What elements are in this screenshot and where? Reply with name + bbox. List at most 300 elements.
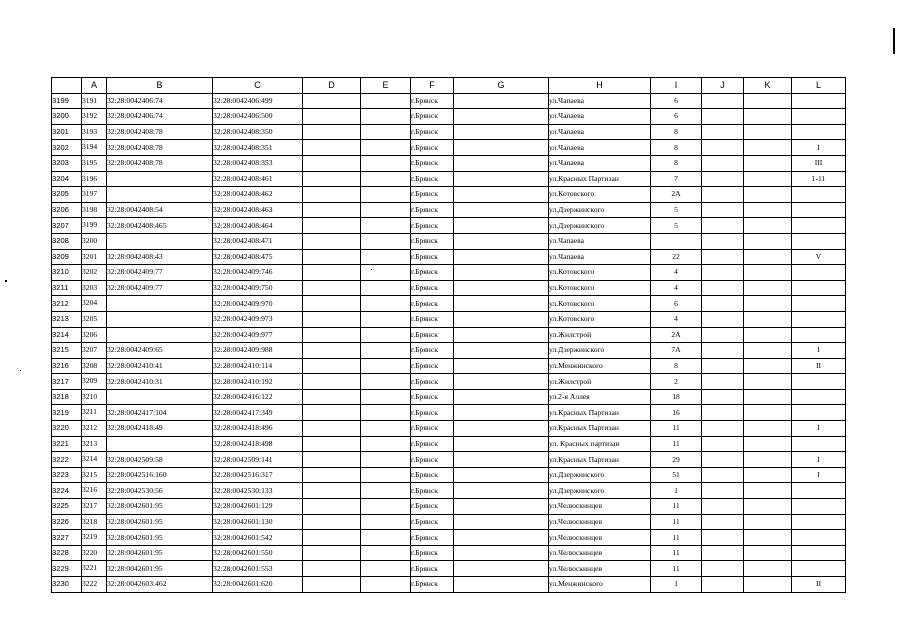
cell-h[interactable]: ул.Челюскинцев xyxy=(549,545,651,561)
cell-a[interactable]: 3213 xyxy=(82,436,107,452)
cell-b[interactable]: 32:28:0042418:49 xyxy=(107,421,213,437)
cell-j[interactable] xyxy=(702,93,744,109)
cell-e[interactable] xyxy=(361,436,411,452)
cell-d[interactable] xyxy=(303,405,361,421)
cell-g[interactable] xyxy=(454,374,549,390)
cell-h[interactable]: ул.Котовского xyxy=(549,187,651,203)
cell-c[interactable]: 32:28:0042601:542 xyxy=(213,530,303,546)
cell-d[interactable] xyxy=(303,327,361,343)
cell-b[interactable]: 32:28:0042601:95 xyxy=(107,499,213,515)
cell-f[interactable]: г.Брянск xyxy=(411,171,454,187)
cell-j[interactable] xyxy=(702,218,744,234)
cell-a[interactable]: 3206 xyxy=(82,327,107,343)
cell-b[interactable]: 32:28:0042408:465 xyxy=(107,218,213,234)
cell-j[interactable] xyxy=(702,452,744,468)
cell-k[interactable] xyxy=(744,436,792,452)
cell-g[interactable] xyxy=(454,140,549,156)
row-number[interactable]: 3223 xyxy=(52,467,82,483)
cell-k[interactable] xyxy=(744,561,792,577)
cell-k[interactable] xyxy=(744,514,792,530)
cell-i[interactable] xyxy=(651,233,702,249)
cell-e[interactable] xyxy=(361,343,411,359)
row-number[interactable]: 3207 xyxy=(52,218,82,234)
cell-j[interactable] xyxy=(702,311,744,327)
cell-g[interactable] xyxy=(454,545,549,561)
cell-l[interactable] xyxy=(792,187,846,203)
cell-h[interactable]: ул.Чапаева xyxy=(549,233,651,249)
cell-b[interactable] xyxy=(107,327,213,343)
cell-h[interactable]: ул.Челюскинцев xyxy=(549,514,651,530)
cell-d[interactable] xyxy=(303,124,361,140)
cell-f[interactable]: г.Брянск xyxy=(411,530,454,546)
cell-f[interactable]: г.Брянск xyxy=(411,577,454,593)
cell-f[interactable]: г.Брянск xyxy=(411,140,454,156)
cell-k[interactable] xyxy=(744,155,792,171)
cell-k[interactable] xyxy=(744,171,792,187)
cell-a[interactable]: 3193 xyxy=(82,124,107,140)
cell-e[interactable] xyxy=(361,561,411,577)
cell-f[interactable]: г.Брянск xyxy=(411,405,454,421)
cell-h[interactable]: ул.Котовского xyxy=(549,296,651,312)
cell-j[interactable] xyxy=(702,545,744,561)
cell-f[interactable]: г.Брянск xyxy=(411,421,454,437)
cell-g[interactable] xyxy=(454,561,549,577)
cell-h[interactable]: ул.Челюскинцев xyxy=(549,499,651,515)
cell-l[interactable]: II xyxy=(792,358,846,374)
cell-k[interactable] xyxy=(744,202,792,218)
cell-b[interactable]: 32:28:0042601:95 xyxy=(107,530,213,546)
cell-e[interactable] xyxy=(361,109,411,125)
row-number[interactable]: 3224 xyxy=(52,483,82,499)
cell-e[interactable] xyxy=(361,187,411,203)
cell-f[interactable]: г.Брянск xyxy=(411,561,454,577)
cell-d[interactable] xyxy=(303,202,361,218)
cell-b[interactable]: 32:28:0042408:54 xyxy=(107,202,213,218)
cell-d[interactable] xyxy=(303,280,361,296)
row-number[interactable]: 3228 xyxy=(52,545,82,561)
cell-b[interactable]: 32:28:0042516:160 xyxy=(107,467,213,483)
cell-g[interactable] xyxy=(454,280,549,296)
cell-l[interactable] xyxy=(792,545,846,561)
cell-j[interactable] xyxy=(702,499,744,515)
cell-b[interactable] xyxy=(107,296,213,312)
row-number[interactable]: 3214 xyxy=(52,327,82,343)
cell-d[interactable] xyxy=(303,483,361,499)
cell-j[interactable] xyxy=(702,280,744,296)
cell-a[interactable]: 3221 xyxy=(82,561,107,577)
cell-e[interactable] xyxy=(361,405,411,421)
cell-c[interactable]: 32:28:0042509:141 xyxy=(213,452,303,468)
cell-j[interactable] xyxy=(702,389,744,405)
cell-c[interactable]: 32:28:0042409:973 xyxy=(213,311,303,327)
cell-i[interactable]: 2А xyxy=(651,187,702,203)
cell-l[interactable] xyxy=(792,109,846,125)
cell-a[interactable]: 3215 xyxy=(82,467,107,483)
cell-l[interactable]: V xyxy=(792,249,846,265)
cell-b[interactable] xyxy=(107,187,213,203)
cell-h[interactable]: ул.Дзержинского xyxy=(549,343,651,359)
cell-j[interactable] xyxy=(702,467,744,483)
cell-a[interactable]: 3212 xyxy=(82,421,107,437)
cell-h[interactable]: ул.Чапаева xyxy=(549,249,651,265)
cell-j[interactable] xyxy=(702,436,744,452)
column-header-d[interactable]: D xyxy=(303,78,361,94)
cell-k[interactable] xyxy=(744,218,792,234)
cell-e[interactable] xyxy=(361,296,411,312)
cell-i[interactable]: 11 xyxy=(651,530,702,546)
column-header-j[interactable]: J xyxy=(702,78,744,94)
cell-d[interactable] xyxy=(303,577,361,593)
cell-f[interactable]: г.Брянск xyxy=(411,93,454,109)
cell-b[interactable]: 32:28:0042409:77 xyxy=(107,280,213,296)
cell-l[interactable] xyxy=(792,530,846,546)
cell-e[interactable] xyxy=(361,514,411,530)
row-number[interactable]: 3206 xyxy=(52,202,82,218)
cell-h[interactable]: ул.Красных Партизан xyxy=(549,421,651,437)
cell-d[interactable] xyxy=(303,514,361,530)
cell-d[interactable] xyxy=(303,265,361,281)
cell-h[interactable]: ул.Чапаева xyxy=(549,93,651,109)
cell-h[interactable]: ул.Дзержинского xyxy=(549,218,651,234)
cell-c[interactable]: 32:28:0042409:750 xyxy=(213,280,303,296)
cell-h[interactable]: ул.2-я Аллея xyxy=(549,389,651,405)
cell-i[interactable]: 11 xyxy=(651,436,702,452)
row-number[interactable]: 3201 xyxy=(52,124,82,140)
cell-e[interactable] xyxy=(361,467,411,483)
cell-a[interactable]: 3218 xyxy=(82,514,107,530)
cell-i[interactable]: 5 xyxy=(651,218,702,234)
cell-l[interactable]: I xyxy=(792,467,846,483)
cell-c[interactable]: 32:28:0042408:353 xyxy=(213,155,303,171)
cell-k[interactable] xyxy=(744,265,792,281)
cell-l[interactable] xyxy=(792,514,846,530)
cell-h[interactable]: ул.Котовского xyxy=(549,280,651,296)
cell-f[interactable]: г.Брянск xyxy=(411,483,454,499)
cell-h[interactable]: ул.Дзержинского xyxy=(549,467,651,483)
cell-d[interactable] xyxy=(303,218,361,234)
row-number[interactable]: 3220 xyxy=(52,421,82,437)
cell-g[interactable] xyxy=(454,249,549,265)
cell-g[interactable] xyxy=(454,483,549,499)
row-number[interactable]: 3226 xyxy=(52,514,82,530)
cell-c[interactable]: 32:28:0042406:499 xyxy=(213,93,303,109)
row-number[interactable]: 3215 xyxy=(52,343,82,359)
cell-e[interactable] xyxy=(361,171,411,187)
cell-j[interactable] xyxy=(702,483,744,499)
cell-f[interactable]: г.Брянск xyxy=(411,327,454,343)
row-number[interactable]: 3213 xyxy=(52,311,82,327)
cell-g[interactable] xyxy=(454,93,549,109)
column-header-k[interactable]: K xyxy=(744,78,792,94)
cell-i[interactable]: 5 xyxy=(651,202,702,218)
cell-k[interactable] xyxy=(744,124,792,140)
cell-b[interactable]: 32:28:0042410:41 xyxy=(107,358,213,374)
cell-g[interactable] xyxy=(454,124,549,140)
cell-g[interactable] xyxy=(454,530,549,546)
row-number[interactable]: 3204 xyxy=(52,171,82,187)
cell-l[interactable] xyxy=(792,93,846,109)
cell-e[interactable] xyxy=(361,124,411,140)
cell-f[interactable]: г.Брянск xyxy=(411,109,454,125)
cell-h[interactable]: ул.Жилстрой xyxy=(549,374,651,390)
cell-a[interactable]: 3203 xyxy=(82,280,107,296)
cell-d[interactable] xyxy=(303,389,361,405)
cell-b[interactable] xyxy=(107,389,213,405)
cell-d[interactable] xyxy=(303,545,361,561)
cell-j[interactable] xyxy=(702,202,744,218)
cell-i[interactable]: 2 xyxy=(651,374,702,390)
cell-k[interactable] xyxy=(744,467,792,483)
cell-c[interactable]: 32:28:0042408:471 xyxy=(213,233,303,249)
cell-e[interactable] xyxy=(361,93,411,109)
cell-h[interactable]: ул.Чапаева xyxy=(549,124,651,140)
cell-f[interactable]: г.Брянск xyxy=(411,374,454,390)
cell-i[interactable]: 8 xyxy=(651,155,702,171)
cell-b[interactable]: 32:28:0042406:74 xyxy=(107,109,213,125)
cell-g[interactable] xyxy=(454,171,549,187)
cell-l[interactable] xyxy=(792,374,846,390)
cell-l[interactable] xyxy=(792,280,846,296)
cell-j[interactable] xyxy=(702,405,744,421)
cell-j[interactable] xyxy=(702,327,744,343)
cell-c[interactable]: 32:28:0042410:192 xyxy=(213,374,303,390)
cell-a[interactable]: 3192 xyxy=(82,109,107,125)
cell-g[interactable] xyxy=(454,327,549,343)
cell-g[interactable] xyxy=(454,296,549,312)
cell-c[interactable]: 32:28:0042418:498 xyxy=(213,436,303,452)
cell-j[interactable] xyxy=(702,561,744,577)
cell-l[interactable]: I xyxy=(792,343,846,359)
cell-a[interactable]: 3219 xyxy=(82,530,107,546)
cell-h[interactable]: ул.Чапаева xyxy=(549,155,651,171)
cell-e[interactable] xyxy=(361,499,411,515)
cell-c[interactable]: 32:28:0042408:463 xyxy=(213,202,303,218)
cell-l[interactable] xyxy=(792,202,846,218)
cell-b[interactable]: 32:28:0042409:65 xyxy=(107,343,213,359)
cell-i[interactable]: 29 xyxy=(651,452,702,468)
cell-i[interactable]: 7 xyxy=(651,171,702,187)
cell-h[interactable]: ул.Чапаева xyxy=(549,140,651,156)
cell-h[interactable]: ул.Дзержинского xyxy=(549,483,651,499)
cell-b[interactable]: 32:28:0042406:74 xyxy=(107,93,213,109)
cell-l[interactable]: I xyxy=(792,452,846,468)
cell-a[interactable]: 3196 xyxy=(82,171,107,187)
cell-k[interactable] xyxy=(744,109,792,125)
cell-g[interactable] xyxy=(454,405,549,421)
cell-g[interactable] xyxy=(454,467,549,483)
cell-e[interactable] xyxy=(361,140,411,156)
cell-b[interactable]: 32:28:0042410:31 xyxy=(107,374,213,390)
row-number[interactable]: 3222 xyxy=(52,452,82,468)
cell-l[interactable] xyxy=(792,327,846,343)
cell-a[interactable]: 3191 xyxy=(82,93,107,109)
cell-g[interactable] xyxy=(454,343,549,359)
cell-f[interactable]: г.Брянск xyxy=(411,187,454,203)
cell-i[interactable]: 51 xyxy=(651,467,702,483)
cell-a[interactable]: 3199 xyxy=(82,218,107,234)
column-header-i[interactable]: I xyxy=(651,78,702,94)
cell-g[interactable] xyxy=(454,499,549,515)
cell-h[interactable]: ул.Котовского xyxy=(549,311,651,327)
cell-a[interactable]: 3222 xyxy=(82,577,107,593)
row-number[interactable]: 3208 xyxy=(52,233,82,249)
column-header-l[interactable]: L xyxy=(792,78,846,94)
cell-j[interactable] xyxy=(702,109,744,125)
cell-i[interactable]: 4 xyxy=(651,280,702,296)
cell-k[interactable] xyxy=(744,405,792,421)
cell-c[interactable]: 32:28:0042530:133 xyxy=(213,483,303,499)
cell-l[interactable]: II xyxy=(792,577,846,593)
row-number[interactable]: 3212 xyxy=(52,296,82,312)
cell-b[interactable]: 32:28:0042409:77 xyxy=(107,265,213,281)
cell-a[interactable]: 3204 xyxy=(82,296,107,312)
cell-j[interactable] xyxy=(702,343,744,359)
cell-d[interactable] xyxy=(303,467,361,483)
cell-a[interactable]: 3207 xyxy=(82,343,107,359)
cell-f[interactable]: г.Брянск xyxy=(411,218,454,234)
cell-c[interactable]: 32:28:0042601:129 xyxy=(213,499,303,515)
cell-f[interactable]: г.Брянск xyxy=(411,202,454,218)
cell-j[interactable] xyxy=(702,233,744,249)
cell-e[interactable] xyxy=(361,280,411,296)
cell-l[interactable]: I xyxy=(792,421,846,437)
cell-d[interactable] xyxy=(303,93,361,109)
cell-i[interactable]: 1 xyxy=(651,577,702,593)
row-number[interactable]: 3209 xyxy=(52,249,82,265)
cell-b[interactable]: 32:28:0042603:462 xyxy=(107,577,213,593)
cell-k[interactable] xyxy=(744,374,792,390)
cell-a[interactable]: 3211 xyxy=(82,405,107,421)
cell-e[interactable] xyxy=(361,202,411,218)
cell-i[interactable]: 11 xyxy=(651,545,702,561)
cell-l[interactable]: 1-11 xyxy=(792,171,846,187)
cell-e[interactable] xyxy=(361,421,411,437)
cell-f[interactable]: г.Брянск xyxy=(411,389,454,405)
cell-k[interactable] xyxy=(744,249,792,265)
cell-f[interactable]: г.Брянск xyxy=(411,452,454,468)
cell-g[interactable] xyxy=(454,218,549,234)
cell-f[interactable]: г.Брянск xyxy=(411,358,454,374)
cell-h[interactable]: ул.Красных Партизан xyxy=(549,405,651,421)
cell-d[interactable] xyxy=(303,311,361,327)
cell-l[interactable]: III xyxy=(792,155,846,171)
cell-j[interactable] xyxy=(702,265,744,281)
column-header-e[interactable]: E xyxy=(361,78,411,94)
cell-d[interactable] xyxy=(303,155,361,171)
row-number[interactable]: 3230 xyxy=(52,577,82,593)
row-number[interactable]: 3218 xyxy=(52,389,82,405)
cell-a[interactable]: 3202 xyxy=(82,265,107,281)
cell-b[interactable]: 32:28:0042408:78 xyxy=(107,124,213,140)
cell-f[interactable]: г.Брянск xyxy=(411,155,454,171)
cell-i[interactable]: 11 xyxy=(651,421,702,437)
cell-d[interactable] xyxy=(303,140,361,156)
row-number[interactable]: 3216 xyxy=(52,358,82,374)
cell-l[interactable] xyxy=(792,389,846,405)
cell-a[interactable]: 3197 xyxy=(82,187,107,203)
cell-c[interactable]: 32:28:0042601:620 xyxy=(213,577,303,593)
row-number[interactable]: 3219 xyxy=(52,405,82,421)
cell-i[interactable]: 4 xyxy=(651,311,702,327)
cell-a[interactable]: 3214 xyxy=(82,452,107,468)
cell-d[interactable] xyxy=(303,561,361,577)
cell-c[interactable]: 32:28:0042408:462 xyxy=(213,187,303,203)
cell-c[interactable]: 32:28:0042408:475 xyxy=(213,249,303,265)
cell-k[interactable] xyxy=(744,530,792,546)
cell-h[interactable]: ул.Дзержинского xyxy=(549,202,651,218)
cell-l[interactable] xyxy=(792,296,846,312)
row-number[interactable]: 3217 xyxy=(52,374,82,390)
cell-c[interactable]: 32:28:0042409:746 xyxy=(213,265,303,281)
cell-i[interactable]: 16 xyxy=(651,405,702,421)
cell-c[interactable]: 32:28:0042409:977 xyxy=(213,327,303,343)
cell-f[interactable]: г.Брянск xyxy=(411,499,454,515)
cell-b[interactable]: 32:28:0042509:58 xyxy=(107,452,213,468)
cell-e[interactable] xyxy=(361,155,411,171)
cell-e[interactable] xyxy=(361,452,411,468)
row-number[interactable]: 3199 xyxy=(52,93,82,109)
cell-g[interactable] xyxy=(454,514,549,530)
cell-j[interactable] xyxy=(702,171,744,187)
cell-f[interactable]: г.Брянск xyxy=(411,311,454,327)
cell-e[interactable] xyxy=(361,311,411,327)
cell-e[interactable] xyxy=(361,483,411,499)
cell-g[interactable] xyxy=(454,265,549,281)
cell-g[interactable] xyxy=(454,436,549,452)
cell-a[interactable]: 3210 xyxy=(82,389,107,405)
cell-f[interactable]: г.Брянск xyxy=(411,280,454,296)
cell-d[interactable] xyxy=(303,374,361,390)
row-number[interactable]: 3221 xyxy=(52,436,82,452)
cell-d[interactable] xyxy=(303,499,361,515)
cell-c[interactable]: 32:28:0042416:122 xyxy=(213,389,303,405)
cell-j[interactable] xyxy=(702,421,744,437)
cell-d[interactable] xyxy=(303,436,361,452)
cell-b[interactable] xyxy=(107,311,213,327)
cell-j[interactable] xyxy=(702,140,744,156)
cell-e[interactable] xyxy=(361,218,411,234)
cell-h[interactable]: ул.Чапаева xyxy=(549,109,651,125)
corner-cell[interactable] xyxy=(52,78,82,94)
cell-b[interactable]: 32:28:0042601:95 xyxy=(107,561,213,577)
cell-k[interactable] xyxy=(744,452,792,468)
cell-g[interactable] xyxy=(454,202,549,218)
cell-k[interactable] xyxy=(744,296,792,312)
cell-j[interactable] xyxy=(702,124,744,140)
cell-l[interactable]: I xyxy=(792,140,846,156)
row-number[interactable]: 3205 xyxy=(52,187,82,203)
cell-c[interactable]: 32:28:0042408:350 xyxy=(213,124,303,140)
cell-g[interactable] xyxy=(454,577,549,593)
cell-f[interactable]: г.Брянск xyxy=(411,265,454,281)
cell-b[interactable]: 32:28:0042530:56 xyxy=(107,483,213,499)
cell-c[interactable]: 32:28:0042601:553 xyxy=(213,561,303,577)
cell-f[interactable]: г.Брянск xyxy=(411,233,454,249)
cell-a[interactable]: 3208 xyxy=(82,358,107,374)
column-header-f[interactable]: F xyxy=(411,78,454,94)
cell-l[interactable] xyxy=(792,561,846,577)
cell-c[interactable]: 32:28:0042418:496 xyxy=(213,421,303,437)
row-number[interactable]: 3200 xyxy=(52,109,82,125)
row-number[interactable]: 3211 xyxy=(52,280,82,296)
cell-h[interactable]: ул.Менжинского xyxy=(549,577,651,593)
cell-l[interactable] xyxy=(792,233,846,249)
cell-a[interactable]: 3220 xyxy=(82,545,107,561)
cell-g[interactable] xyxy=(454,187,549,203)
cell-c[interactable]: 32:28:0042408:464 xyxy=(213,218,303,234)
cell-f[interactable]: г.Брянск xyxy=(411,343,454,359)
cell-a[interactable]: 3205 xyxy=(82,311,107,327)
